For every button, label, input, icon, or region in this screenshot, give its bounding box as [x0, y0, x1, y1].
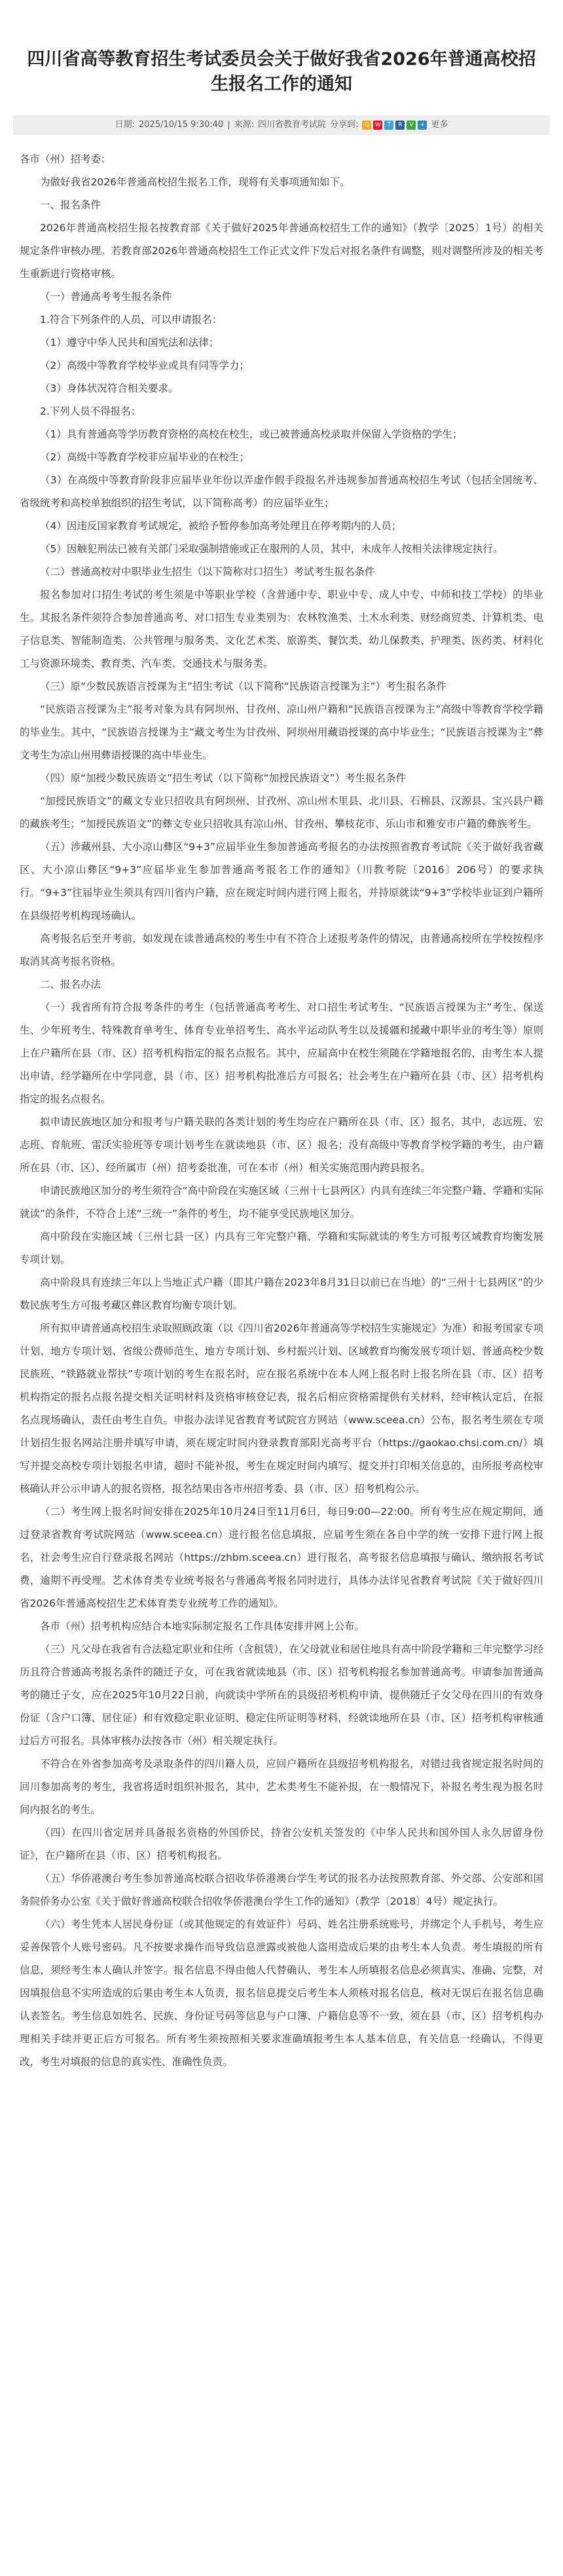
article-paragraph: “加授民族语文”的藏文专业只招收具有阿坝州、甘孜州、凉山州木里县、北川县、石棉县、汉源县、宝兴县户籍的藏族考生；“加授民族语文”的彝文专业只招收具有凉山州、甘孜州、攀枝花市、乐山市和雅安市户籍的彝族考生。 — [20, 795, 543, 831]
article-paragraph: 为做好我省2026年普通高校招生报名工作，现将有关事项通知如下。 — [40, 176, 350, 189]
article-paragraph: （2）高级中等教育学校毕业或具有同等学力； — [40, 360, 249, 372]
weibo-icon[interactable]: W — [373, 121, 382, 130]
article-paragraph: （二）普通高校对中职毕业生招生（以下简称对口招生）考试考生报名条件 — [40, 566, 375, 578]
article-paragraph: （五）华侨港澳台考生参加普通高校联合招收华侨港澳台学生考试的报名办法按照教育部、外交部、公安部和国务院侨务办公室《关于做好普通高校联合招收华侨港澳台学生工作的通知》（教学〔2018〕4号）规定执行。 — [20, 1873, 543, 1908]
article-paragraph: （四）在四川省定居并具备报名资格的外国侨民，持省公安机关签发的《中华人民共和国外国人永久居留身份证》，在户籍所在县（市、区）招考机构报名。 — [20, 1827, 543, 1862]
tencent-weibo-icon[interactable]: T — [384, 121, 393, 130]
article-paragraph: 2.下列人员不得报名： — [40, 405, 141, 418]
article-paragraph: 各市（州）招考机构应结合本地实际制定报名工作具体安排并网上公布。 — [40, 1620, 365, 1633]
article-paragraph: 1.符合下列条件的人员，可以申请报名： — [40, 314, 223, 326]
page-title: 四川省高等教育招生考试委员会关于做好我省2026年普通高校招生报名工作的通知 — [27, 49, 536, 95]
article-paragraph: 申请民族地区加分的考生须符合“高中阶段在实施区域（三州十七县两区）内具有连续三年完整户籍、学籍和实际就读”的条件，不符合上述“三统一”条件的考生，均不能享受民族地区加分。 — [20, 1185, 543, 1220]
article-paragraph: （1）具有普通高等学历教育资格的高校在校生，或已被普通高校录取并保留入学资格的学生； — [40, 428, 463, 441]
article-paragraph: （二）考生网上报名时间安排在2025年10月24日至11月6日，每日9:00—22:00。所有考生应在规定期间，通过登录省教育考试院网站（www.sceea.cn）进行报名信息填报，应届考生须在各自中学的统一安排下进行网上报名，社会考生应自行登录报名网站（https://zhbm.sceea.cn）进行报名，高考报名信息填报与确认、缴纳报名考试费，逾期不再受理。艺术体育类专业统考报名与普通高考报名同时进行，具体办法详见省教育考试院《关于做好四川省2026年普通高校招生艺术体育类专业统考工作的通知》。 — [20, 1506, 543, 1610]
publish-date: 2025/10/15 9:30:40 — [139, 120, 224, 130]
article-paragraph: 2026年普通高校招生报名按教育部《关于做好2025年普通高校招生工作的通知》（教学〔2025〕1号）的相关规定条件审核办理。若教育部2026年普通高校招生工作正式文件下发后对报名条件有调整，则对调整所涉及的相关考生重新进行资格审核。 — [20, 222, 543, 280]
article-paragraph: （六）考生凭本人居民身份证（或其他规定的有效证件）号码、姓名注册系统账号，并绑定个人手机号，考生应妥善保管个人账号密码。凡不按要求操作而导致信息泄露或被他人盗用造成后果的由考生本人负责。考生填报的所有信息，须经考生本人确认并签字。报名信息不得由他人代替确认，考生本人所填报名信息必须真实、准确、完整，对因填报信息不实所造成的后果由考生本人负责，报名信息提交后考生本人须核对报名信息，核对无误后在报名信息确认表签名。考生信息如姓名、民族、身份证号码等信息与户口簿、户籍信息等不一致，须在县（市、区）招考机构办理相关手续并更正后方可报名。所有考生须按照相关要求准确填报考生本人基本信息，有关信息一经确认，不得更改，考生对填报的信息的真实性、准确性负责。 — [20, 1918, 543, 2068]
article-paragraph: （五）涉藏州县、大小凉山彝区“9+3”应届毕业生参加普通高考报名的办法按照省教育考试院《关于做好我省藏区、大小凉山彝区“9+3”应届毕业生参加普通高考报名工作的通知》（川教考院〔2016〕206号）的要求执行。“9+3”往届毕业生须具有四川省内户籍，应在规定时间内进行网上报名，并持原就读“9+3”学校毕业证到户籍所在县级招考机构现场确认。 — [20, 841, 543, 922]
article-paragraph: 高中阶段在实施区域（三州七县一区）内具有三年完整户籍、学籍和实际就读的考生方可报考区域教育均衡发展专项计划。 — [20, 1231, 543, 1266]
article-body — [13, 135, 550, 2093]
article-paragraph: （1）遵守中华人民共和国宪法和法律； — [40, 337, 219, 349]
article-paragraph: （3）身体状况符合相关要求。 — [40, 383, 179, 395]
share-icon-group — [362, 121, 427, 130]
article-paragraph: 一、报名条件 — [40, 199, 101, 212]
article-paragraph: “民族语言授课为主”报考对象为具有阿坝州、甘孜州、凉山州户籍和“民族语言授课为主”高级中等教育学校学籍的毕业生。其中，“民族语言授课为主”藏文考生为甘孜州、阿坝州用藏语授课的高中毕业生；“民族语言授课为主”彝文考生为凉山州用彝语授课的高中毕业生。 — [20, 703, 543, 762]
article-paragraph: 高中阶段具有连续三年以上当地正式户籍（即其户籍在2023年8月31日以前已在当地）的“三州十七县两区”的少数民族考生方可报考藏区彝区教育均衡专项计划。 — [20, 1277, 543, 1312]
article-paragraph: 拟申请民族地区加分和报考与户籍关联的各类计划的考生均应在户籍所在县（市、区）报名，其中，志远班、宏志班、育航班、雷沃实验班等专项计划考生在就读地县（市、区）报名；没有高级中等教育学校学籍的考生，由户籍所在县（市、区）、经所属市（州）招考委批准，可在本市（州）相关实施范围内跨县报名。 — [20, 1116, 543, 1174]
article-paragraph: （一）普通高考考生报名条件 — [40, 291, 172, 303]
renren-icon[interactable]: R — [395, 121, 405, 130]
wechat-icon[interactable]: V — [407, 121, 416, 130]
qzone-icon[interactable]: Q — [362, 121, 371, 130]
article-paragraph: 高考报名后至开考前，如发现在读普通高校的考生中有不符合上述报考条件的情况，由普通高校所在学校按程序取消其高考报名资格。 — [20, 933, 543, 968]
article-paragraph: 二、报名办法 — [40, 979, 101, 991]
meta-bar — [13, 115, 550, 135]
notice-page — [7, 12, 556, 2093]
meta-separator: | — [227, 120, 230, 130]
salutation: 各市（州）招考委： — [20, 153, 111, 166]
article-paragraph: 不符合在外省参加高考及录取条件的四川籍人员，应回户籍所在县级招考机构报名，对错过我省规定报名时间的回川参加高考的考生，我省将适时组织补报名，其中，艺术类考生不能补报，在一般情况下，补报名考生视为报名时间内报名的考生。 — [20, 1758, 543, 1816]
article-paragraph: 报名参加对口招生考试的考生须是中等职业学校（含普通中专、职业中专、成人中专、中师和技工学校）的毕业生。其报名条件须符合参加普通高考、对口招生专业类别为：农林牧渔类、土木水利类、财经商贸类、计算机类、电子信息类、智能制造类、公共管理与服务类、文化艺术类、旅游类、餐饮类、幼儿保教类、护理类、医药类、材料化工与资源环境类、教育类、汽车类、交通技术与服务类。 — [20, 589, 543, 670]
article-paragraph: （四）原“加授少数民族语文”招生考试（以下简称“加授民族语文”）考生报名条件 — [40, 772, 407, 785]
article-paragraph: （3）在高级中等教育阶段非应届毕业年份以弄虚作假手段报名并违规参加普通高校招生考试（包括全国统考、省级统考和高校单独组织的招生考试，以下简称高考）的应届毕业生； — [20, 474, 543, 510]
article-paragraph: （三）原“少数民族语言授课为主”招生考试（以下简称“民族语言授课为主”）考生报名条件 — [40, 681, 447, 693]
source-name: 四川省教育考试院 — [257, 120, 326, 130]
share-more-link[interactable]: 更多 — [431, 120, 448, 130]
share-label: 分享到: — [329, 120, 359, 130]
article-paragraph: （5）因触犯刑法已被有关部门采取强制措施或正在服刑的人员，其中，未成年人按相关法律规定执行。 — [40, 543, 503, 555]
date-label: 日期: — [115, 120, 135, 130]
article-paragraph: （一）我省所有符合报考条件的考生（包括普通高考考生、对口招生考试考生、“民族语言授课为主”考生、保送生、少年班考生、特殊教育单考生、体育专业单招考生、高水平运动队考生以及援疆和援藏中职毕业的考生等）原则上在户籍所在县（市、区）招考机构指定的报名点报名。其中，应届高中在校生须随在学籍地报名的，由考生本人提出申请，经学籍所在中学同意，县（市、区）招考机构批准后方可报名；社会考生在户籍所在县（市、区）招考机构指定的报名点报名。 — [20, 1001, 543, 1106]
article-paragraph: （2）高级中等教育学校非应届毕业的在校生； — [40, 451, 249, 464]
more-share-icon[interactable]: + — [418, 121, 427, 130]
article-paragraph: 所有拟申请普通高校招生录取照顾政策（以《四川省2026年普通高等学校招生实施规定》为准）和报考国家专项计划、地方专项计划、省级公费师范生、地方专项计划、乡村振兴计划、区域教育均衡发展专项计划、普通高校少数民族班、“铁路就业帮扶”专项计划的考生在报名时，应在报名系统中在本人网上报名时上报名所在县（市、区）招考机构指定的报名点报名提交相关证明材料及资格审核登记表，报名后相应资格需提供有关材料，经审核认定后，在报名点现场确认，责任由考生自负。申报办法详见省教育考试院官方网站（www.sceea.cn）公布，报名考生须在专项计划招生报名网站注册并填写申请，须在规定时间内登录教育部阳光高考平台（https://gaokao.chsi.com.cn/）填写并提交高校专项计划报名申请，超时不能补报，考生在规定时间内填写、提交并打印相关信息的，由所报考高校审核确认并公示申请人的报名资格，报名结果由各市州招考委、县（市、区）招考机构公示。 — [20, 1322, 543, 1495]
article-paragraph: （4）因违反国家教育考试规定，被给予暂停参加高考处理且在停考期内的人员； — [40, 520, 402, 532]
source-label: 来源: — [234, 120, 254, 130]
article-paragraph: （三）凡父母在我省有合法稳定职业和住所（含租赁），在父母就业和居住地具有高中阶段学籍和三年完整学习经历且符合普通高考报名条件的随迁子女，可在我省就读地县（市、区）招考机构报名参加普通高考。申请参加普通高考的随迁子女，应在2025年10月22日前，向就读中学所在的县级招考机构申请，提供随迁子女父母在四川的有效身份证（含户口簿、居住证）和有效稳定职业证明、稳定住所证明等材料，经就读地所在县（市、区）招考机构审核通过后方可报名。具体审核办法按各市（州）相关规定执行。 — [20, 1643, 543, 1747]
